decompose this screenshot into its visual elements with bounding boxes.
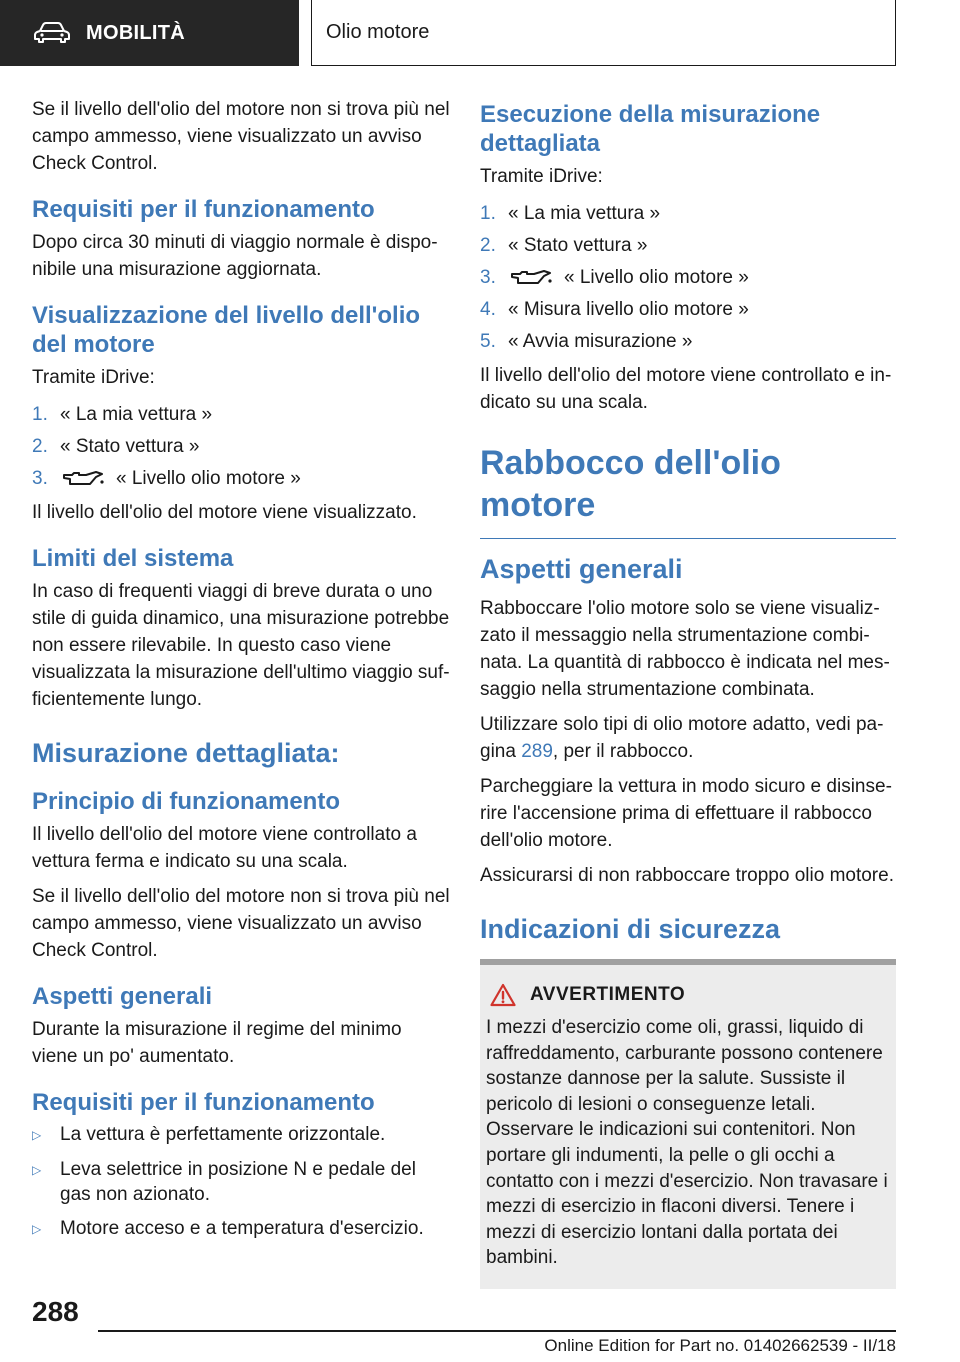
page-number: 288 bbox=[32, 1296, 79, 1327]
list-item: ▷ Leva selettrice in posizione N e pedale del gas non azionato. bbox=[32, 1159, 416, 1205]
heading-general: Aspetti generali bbox=[32, 983, 213, 1010]
triangle-bullet-icon: ▷ bbox=[32, 1163, 42, 1177]
heading-oil-level-display: Visualizzazione del livello dell'olio del motore bbox=[32, 302, 421, 358]
car-icon bbox=[34, 22, 70, 44]
heading-requirements: Requisiti per il funzionamento bbox=[32, 196, 375, 223]
oil-can-icon bbox=[510, 268, 554, 288]
triangle-bullet-icon: ▷ bbox=[32, 1222, 42, 1236]
page-link[interactable]: 289 bbox=[521, 741, 553, 762]
refill-paragraph-1: Rabboccare l'olio motore solo se viene visualizzato il messaggio nella strumentazione combinata. La quantità di rabbocco è indicata nel messaggio nella strumentazione combinata. bbox=[480, 598, 890, 700]
triangle-bullet-icon: ▷ bbox=[32, 1128, 42, 1142]
list-item: 2. « Stato vettura » bbox=[480, 235, 648, 256]
right-column bbox=[480, 96, 896, 1289]
limits-paragraph: In caso di frequenti viaggi di breve durata o uno stile di guida dinamico, una misurazione potrebbe non essere rilevabile. In questo caso viene visualizzata la misurazione dell'ultimo viaggio sufficientemente lungo. bbox=[32, 581, 450, 710]
list-item: ▷ La vettura è perfettamente orizzontale. bbox=[32, 1122, 450, 1148]
heading-safety: Indicazioni di sicurezza bbox=[480, 914, 781, 944]
warning-header bbox=[490, 983, 888, 1007]
chapter-title: Olio motore bbox=[326, 21, 430, 43]
warning-text: I mezzi d'esercizio come oli, grassi, liquido di raffreddamento, carburante possono contenere sostanze dannose per la salute. Sussiste il pericolo di lesioni o conseguenze letali. Osservare le indicazioni sui contenitori. Non portare gli indumenti, la pelle o gli occhi a contatto con i mezzi d'esercizio. Non travasare i mezzi di esercizio in flaconi diversi. Tenere i mezzi di esercizio lontani dalla portata dei bambini. bbox=[486, 1017, 888, 1269]
refill-paragraph-2: Utilizzare solo tipi di olio motore adatto, vedi pagina 289, per il rabbocco. bbox=[480, 714, 884, 762]
footer-divider bbox=[98, 1330, 896, 1332]
list-item: 3. « Livello olio motore » bbox=[480, 267, 749, 288]
heading-general-refill: Aspetti generali bbox=[480, 554, 683, 584]
left-column bbox=[32, 96, 450, 1251]
measurement-result: Il livello dell'olio del motore viene controllato e indicato su una scala. bbox=[480, 365, 892, 413]
requirements-paragraph: Dopo circa 30 minuti di viaggio normale è disponibile una misurazione aggiornata. bbox=[32, 232, 438, 280]
idrive-intro-2: Tramite iDrive: bbox=[480, 166, 603, 187]
principle-paragraph-1: Il livello dell'olio del motore viene controllato a vettura ferma e indicato su una scala. bbox=[32, 824, 417, 872]
heading-system-limits: Limiti del sistema bbox=[32, 545, 234, 572]
list-item: ▷ Motore acceso e a temperatura d'esercizio. bbox=[32, 1216, 450, 1242]
list-item: 4. « Misura livello olio motore » bbox=[480, 299, 749, 320]
refill-paragraph-4: Assicurarsi di non rabboccare troppo olio motore. bbox=[480, 865, 894, 886]
list-item: 1. « La mia vettura » bbox=[480, 203, 661, 224]
heading-oil-refill: Rabbocco dell'olio motore bbox=[480, 442, 896, 539]
heading-execute-measurement: Esecuzione della misurazione dettagliata bbox=[480, 101, 821, 157]
list-item: 2. « Stato vettura » bbox=[32, 436, 200, 457]
display-steps-list bbox=[32, 399, 450, 495]
edition-info: Online Edition for Part no. 01402662539 - II/18 bbox=[544, 1336, 896, 1355]
warning-title: AVVERTIMENTO bbox=[530, 984, 686, 1005]
refill-paragraph-3: Parcheggiare la vettura in modo sicuro e disinserire l'accensione prima di effettuare il rabbocco dell'olio motore. bbox=[480, 776, 892, 851]
display-result: Il livello dell'olio del motore viene visualizzato. bbox=[32, 502, 417, 523]
intro-paragraph: Se il livello dell'olio del motore non si trova più nel campo ammesso, viene visualizzato un avviso Check Control. bbox=[32, 99, 450, 174]
list-item: 1. « La mia vettura » bbox=[32, 404, 213, 425]
list-item: 3. « Livello olio motore » bbox=[32, 468, 301, 489]
page-header bbox=[0, 0, 960, 66]
section-title: MOBILITÀ bbox=[86, 21, 186, 44]
warning-box bbox=[480, 959, 896, 1289]
chapter-tab bbox=[311, 0, 896, 66]
heading-principle: Principio di funzionamento bbox=[32, 788, 340, 815]
warning-triangle-icon bbox=[490, 983, 516, 1007]
requirements-list bbox=[32, 1122, 450, 1242]
list-item: 5. « Avvia misurazione » bbox=[480, 331, 693, 352]
heading-detailed-measurement: Misurazione dettagliata: bbox=[32, 738, 340, 768]
general-paragraph: Durante la misurazione il regime del minimo viene un po' aumentato. bbox=[32, 1019, 402, 1067]
heading-requirements-2: Requisiti per il funzionamento bbox=[32, 1089, 375, 1116]
idrive-intro: Tramite iDrive: bbox=[32, 367, 155, 388]
principle-paragraph-2: Se il livello dell'olio del motore non si trova più nel campo ammesso, viene visualizzato un avviso Check Control. bbox=[32, 886, 450, 961]
section-tab bbox=[0, 0, 299, 66]
oil-can-icon bbox=[62, 469, 106, 489]
measurement-steps-list bbox=[480, 198, 896, 358]
